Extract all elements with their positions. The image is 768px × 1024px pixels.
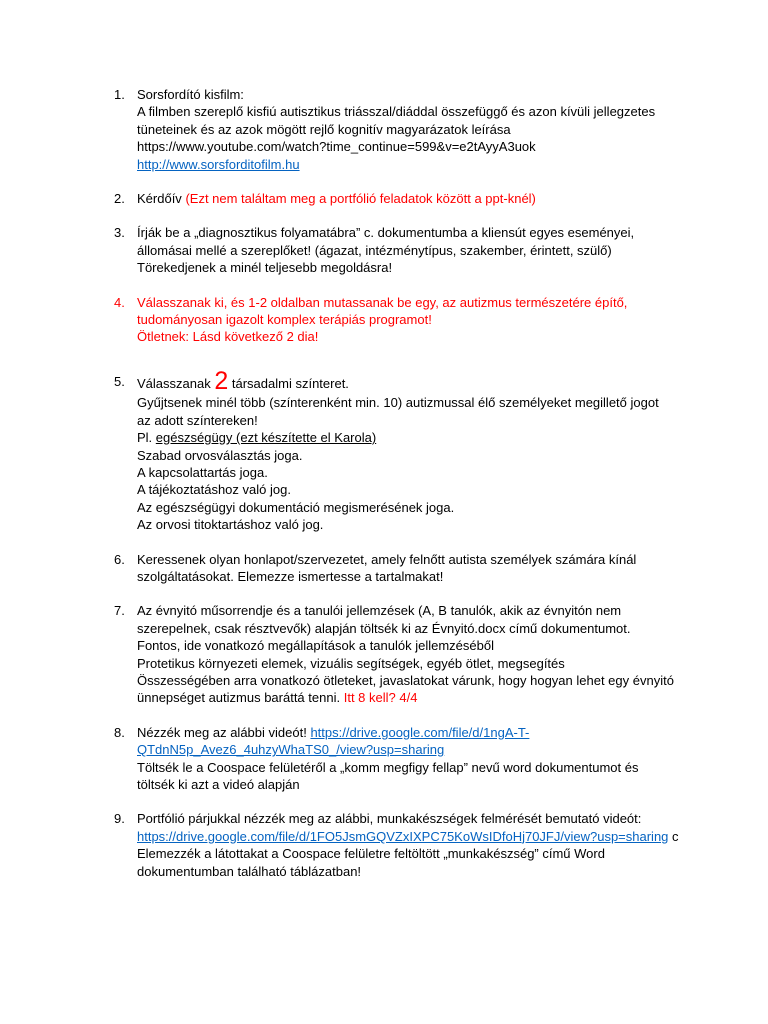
list-item	[0, 224, 768, 276]
item-text: Gyűjtsenek minél több (színterenként min. 10) autizmussal élő személyeket megillető jogot	[137, 395, 659, 411]
example-domain: egészségügy (ezt készítette el Karola)	[155, 430, 377, 446]
item-text: tüneteinek és az azok mögött rejlő kognitív magyarázatok leírása	[137, 121, 511, 137]
item-text: A filmben szereplő kisfiú autisztikus triásszal/diáddal összefüggő és azon kívüli jellegzetes	[137, 104, 656, 120]
big-number: 2	[214, 366, 229, 395]
right-item: Az orvosi titoktartáshoz való jog.	[137, 517, 324, 533]
item-number: 5.	[114, 373, 125, 389]
list-item	[0, 294, 768, 356]
right-item: A tájékoztatáshoz való jog.	[137, 482, 291, 498]
trailing-char: c	[672, 828, 679, 844]
list-item	[0, 602, 768, 706]
list-item	[0, 724, 768, 794]
item-text: Válasszanak	[137, 375, 211, 391]
item-text: Nézzék meg az alábbi videót!	[137, 724, 307, 740]
item-text: Keressenek olyan honlapot/szervezetet, amely felnőtt autista személyek számára kínál	[137, 551, 637, 567]
list-item	[0, 366, 768, 534]
drive-link-part1[interactable]: https://drive.google.com/file/d/1ngA-T-	[310, 724, 530, 740]
item-text: Törekedjenek a minél teljesebb megoldásra!	[137, 260, 393, 276]
list-item	[0, 190, 768, 207]
item-number: 9.	[114, 811, 125, 827]
item-text: az adott színtereken!	[137, 412, 258, 428]
item-text: Fontos, ide vonatkozó megállapítások a tanulók jellemzéséből	[137, 638, 494, 654]
item-number: 4.	[114, 294, 125, 310]
list-item	[0, 810, 768, 880]
red-note: Itt 8 kell? 4/4	[343, 690, 418, 706]
item-text: Összességében arra vonatkozó ötleteket, javaslatokat várunk, hogy hogyan lehet egy évnyitó	[137, 672, 674, 688]
item-text: Kérdőív	[137, 191, 182, 207]
item-number: 8.	[114, 724, 125, 740]
youtube-url: https://www.youtube.com/watch?time_continue=599&v=e2tAyyA3uok	[137, 139, 536, 155]
drive-link-part2[interactable]: QTdnN5p_Avez6_4uhzyWhaTS0_/view?usp=sharing	[137, 742, 445, 758]
document-page	[0, 86, 768, 897]
item-text: Ötletnek: Lásd következő 2 dia!	[137, 329, 319, 345]
example-prefix: Pl.	[137, 430, 153, 446]
list-item	[0, 86, 768, 173]
item-text: Portfólió párjukkal nézzék meg az alábbi, munkakészségek felmérését bemutató videót:	[137, 811, 642, 827]
item-text: Töltsék le a Coospace felületéről a „komm megfigy fellap” nevű word dokumentumot és	[137, 759, 639, 775]
item-text: töltsék ki azt a videó alapján	[137, 777, 300, 792]
right-item: A kapcsolattartás joga.	[137, 464, 268, 480]
item-number: 3.	[114, 225, 125, 241]
item-text: Protetikus környezeti elemek, vizuális segítségek, egyéb ötlet, megsegítés	[137, 655, 565, 671]
item-text: dokumentumban található táblázatban!	[137, 863, 362, 879]
red-note: (Ezt nem találtam meg a portfólió feladatok között a ppt-knél)	[185, 191, 536, 207]
item-number: 1.	[114, 87, 125, 102]
item-text: Írják be a „diagnosztikus folyamatábra” c. dokumentumba a kliensút egyes eseményei,	[137, 225, 635, 241]
item-text: társadalmi színteret.	[231, 375, 349, 391]
item-text: Elemezzék a látottakat a Coospace felületre feltöltött „munkakészség” című Word	[137, 846, 605, 862]
item-text: ünnepséget autizmus baráttá tenni.	[137, 690, 341, 706]
item-text: Az évnyitó műsorrendje és a tanulói jellemzések (A, B tanulók, akik az évnyitón nem	[137, 603, 622, 619]
item-number: 2.	[114, 191, 125, 207]
item-text: Válasszanak ki, és 1-2 oldalban mutassanak be egy, az autizmus természetére építő,	[137, 294, 628, 310]
item-title: Sorsfordító kisfilm:	[137, 87, 244, 102]
item-number: 7.	[114, 603, 125, 619]
right-item: Az egészségügyi dokumentáció megismerésének joga.	[137, 499, 455, 515]
item-text: szerepelnek, csak résztvevők) alapján töltsék ki az Évnyitó.docx című dokumentumot.	[137, 620, 631, 636]
sorsforditofilm-link[interactable]: http://www.sorsforditofilm.hu	[137, 156, 300, 172]
item-text: tudományosan igazolt komplex terápiás programot!	[137, 312, 432, 328]
drive-link[interactable]: https://drive.google.com/file/d/1FO5JsmGQVZxIXPC75KoWsIDfoHj70JFJ/view?usp=sharing	[137, 828, 669, 844]
item-number: 6.	[114, 551, 125, 567]
list-item	[0, 551, 768, 586]
right-item: Szabad orvosválasztás joga.	[137, 447, 303, 463]
item-text: szolgáltatásokat. Elemezze ismertesse a tartalmakat!	[137, 568, 444, 584]
item-text: állomásai mellé a szereplőket! (ágazat, intézménytípus, szakember, érintett, szülő)	[137, 242, 612, 258]
